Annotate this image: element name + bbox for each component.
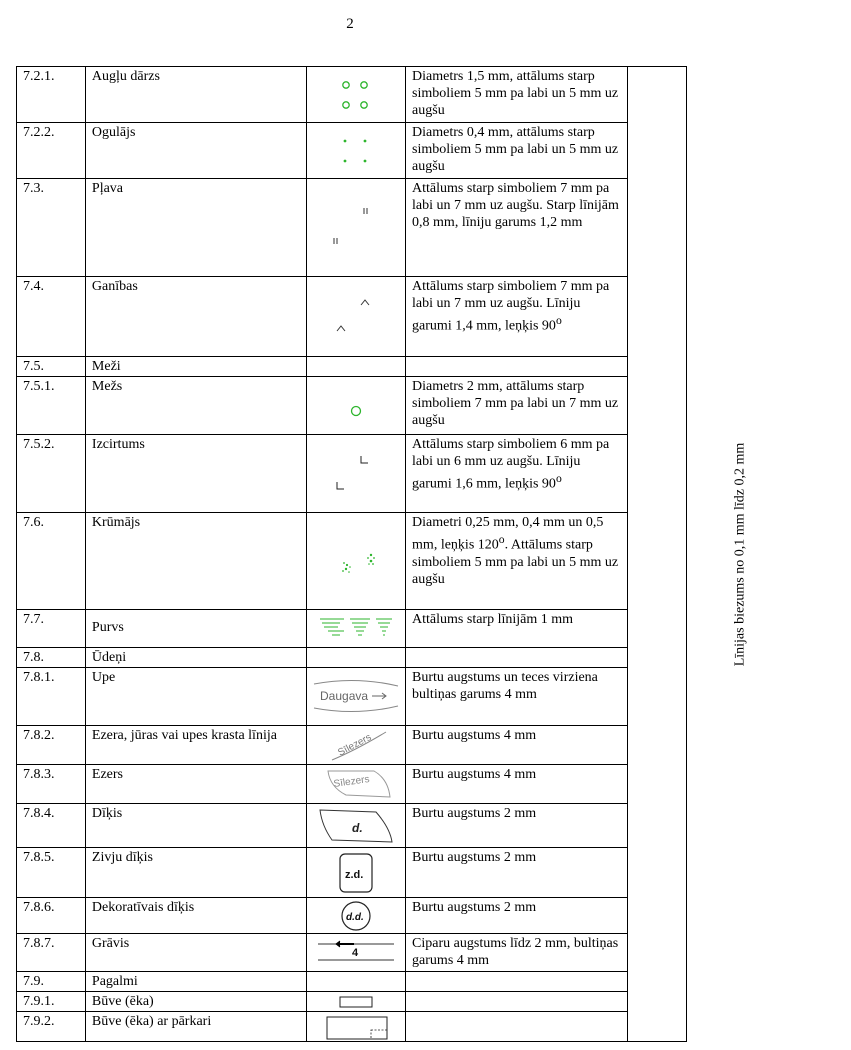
row-name: Dekoratīvais dīķis [85, 898, 307, 934]
clearing-symbol-icon [307, 435, 406, 513]
empty-symbol-cell [307, 972, 406, 992]
row-number: 7.8.6. [17, 898, 86, 934]
shrub-symbol-icon [307, 513, 406, 610]
table-row [17, 648, 687, 668]
table-row [17, 848, 687, 898]
table-row [17, 934, 687, 972]
row-number: 7.2.2. [17, 123, 86, 179]
decorative-pond-symbol-icon [307, 898, 406, 934]
table-row [17, 972, 687, 992]
row-description: Attālums starp simboliem 6 mm pa labi un 6 mm uz augšu. Līniju garumi 1,6 mm, leņķis 90$^o$ [406, 435, 628, 513]
row-number: 7.7. [17, 610, 86, 648]
svg-text:d.: d. [352, 820, 363, 835]
table-row [17, 668, 687, 726]
svg-text:Sīlezers: Sīlezers [333, 774, 371, 790]
row-name: Ezera, jūras vai upes krasta līnija [85, 726, 307, 765]
page-number: 2 [346, 16, 354, 32]
table-row [17, 277, 687, 357]
side-note [627, 67, 747, 1042]
row-name: Izcirtums [85, 435, 307, 513]
row-description: Burtu augstums 4 mm [406, 765, 628, 804]
row-name: Upe [85, 668, 307, 726]
row-name: Krūmājs [85, 513, 307, 610]
row-description: Burtu augstums un teces virziena bultiņas garums 4 mm [406, 668, 628, 726]
row-name: Purvs [85, 610, 307, 648]
table-row [17, 804, 687, 848]
row-description: Burtu augstums 2 mm [406, 804, 628, 848]
orchard-symbol-icon [307, 67, 406, 123]
row-name: Zivju dīķis [85, 848, 307, 898]
building-overhang-symbol-icon [307, 1012, 406, 1042]
table-row [17, 377, 687, 435]
berry-symbol-icon [307, 123, 406, 179]
building-symbol-icon [307, 992, 406, 1012]
table-row [17, 765, 687, 804]
row-name: Augļu dārzs [85, 67, 307, 123]
table-row [17, 67, 687, 123]
row-number: 7.8.7. [17, 934, 86, 972]
table-row [17, 1012, 687, 1042]
legend-table [16, 66, 747, 1042]
table-row [17, 123, 687, 179]
row-number: 7.8. [17, 648, 86, 668]
row-name: Meži [85, 357, 307, 377]
row-number: 7.8.4. [17, 804, 86, 848]
empty-symbol-cell [307, 357, 406, 377]
table-row [17, 992, 687, 1012]
side-note-text: Līnijas biezums no 0,1 mm līdz 0,2 mm [731, 442, 747, 666]
row-description: Attālums starp simboliem 7 mm pa labi un 7 mm uz augšu. Starp līnijām 0,8 mm, līniju garums 1,2 mm [406, 179, 628, 277]
row-number: 7.4. [17, 277, 86, 357]
row-name: Ogulājs [85, 123, 307, 179]
svg-text:4: 4 [352, 946, 359, 959]
table-row [17, 513, 687, 610]
table-row [17, 610, 687, 648]
river-symbol-icon [307, 668, 406, 726]
shoreline-symbol-icon [307, 726, 406, 765]
row-description: Attālums starp simboliem 7 mm pa labi un 7 mm uz augšu. Līniju garumi 1,4 mm, leņķis 90$^o$ [406, 277, 628, 357]
row-number: 7.9.1. [17, 992, 86, 1012]
meadow-symbol-icon [307, 179, 406, 277]
row-name: Būve (ēka) [85, 992, 307, 1012]
row-name: Mežs [85, 377, 307, 435]
svg-text:Daugava: Daugava [320, 688, 369, 703]
forest-symbol-icon [307, 377, 406, 435]
row-number: 7.9.2. [17, 1012, 86, 1042]
svg-text:z.d.: z.d. [345, 868, 364, 881]
row-description: Diametrs 1,5 mm, attālums starp simboliem 5 mm pa labi un 5 mm uz augšu [406, 67, 628, 123]
fish-pond-symbol-icon [307, 848, 406, 898]
lake-symbol-icon [307, 765, 406, 804]
row-description [406, 972, 628, 992]
row-number: 7.8.5. [17, 848, 86, 898]
row-name: Būve (ēka) ar pārkari [85, 1012, 307, 1042]
row-description: Burtu augstums 2 mm [406, 898, 628, 934]
row-description: Diametrs 0,4 mm, attālums starp simboliem 5 mm pa labi un 5 mm uz augšu [406, 123, 628, 179]
row-description: Diametrs 2 mm, attālums starp simboliem 7 mm pa labi un 7 mm uz augšu [406, 377, 628, 435]
table-row [17, 726, 687, 765]
empty-symbol-cell [307, 648, 406, 668]
row-number: 7.2.1. [17, 67, 86, 123]
row-description: Burtu augstums 4 mm [406, 726, 628, 765]
row-description: Ciparu augstums līdz 2 mm, bultiņas garums 4 mm [406, 934, 628, 972]
ditch-symbol-icon [307, 934, 406, 972]
row-description: Burtu augstums 2 mm [406, 848, 628, 898]
row-name: Pļava [85, 179, 307, 277]
svg-text:d.d.: d.d. [346, 911, 365, 923]
swamp-symbol-icon [307, 610, 406, 648]
row-number: 7.8.2. [17, 726, 86, 765]
row-description [406, 648, 628, 668]
table-row [17, 179, 687, 277]
row-name: Pagalmi [85, 972, 307, 992]
row-name: Grāvis [85, 934, 307, 972]
table-row [17, 435, 687, 513]
row-description: Attālums starp līnijām 1 mm [406, 610, 628, 648]
table-row [17, 898, 687, 934]
row-number: 7.5. [17, 357, 86, 377]
row-description: Diametri 0,25 mm, 0,4 mm un 0,5 mm, leņķis 120$^o$. Attālums starp simboliem 5 mm pa labi un 5 mm uz augšu [406, 513, 628, 610]
row-description [406, 992, 628, 1012]
table-row [17, 357, 687, 377]
row-number: 7.8.1. [17, 668, 86, 726]
row-description [406, 1012, 628, 1042]
row-number: 7.3. [17, 179, 86, 277]
row-number: 7.6. [17, 513, 86, 610]
row-name: Ganības [85, 277, 307, 357]
row-number: 7.5.2. [17, 435, 86, 513]
row-number: 7.8.3. [17, 765, 86, 804]
pasture-symbol-icon [307, 277, 406, 357]
row-number: 7.9. [17, 972, 86, 992]
row-name: Ūdeņi [85, 648, 307, 668]
row-description [406, 357, 628, 377]
row-name: Ezers [85, 765, 307, 804]
pond-symbol-icon [307, 804, 406, 848]
row-number: 7.5.1. [17, 377, 86, 435]
row-name: Dīķis [85, 804, 307, 848]
svg-text:Sīlezers: Sīlezers [336, 731, 374, 759]
